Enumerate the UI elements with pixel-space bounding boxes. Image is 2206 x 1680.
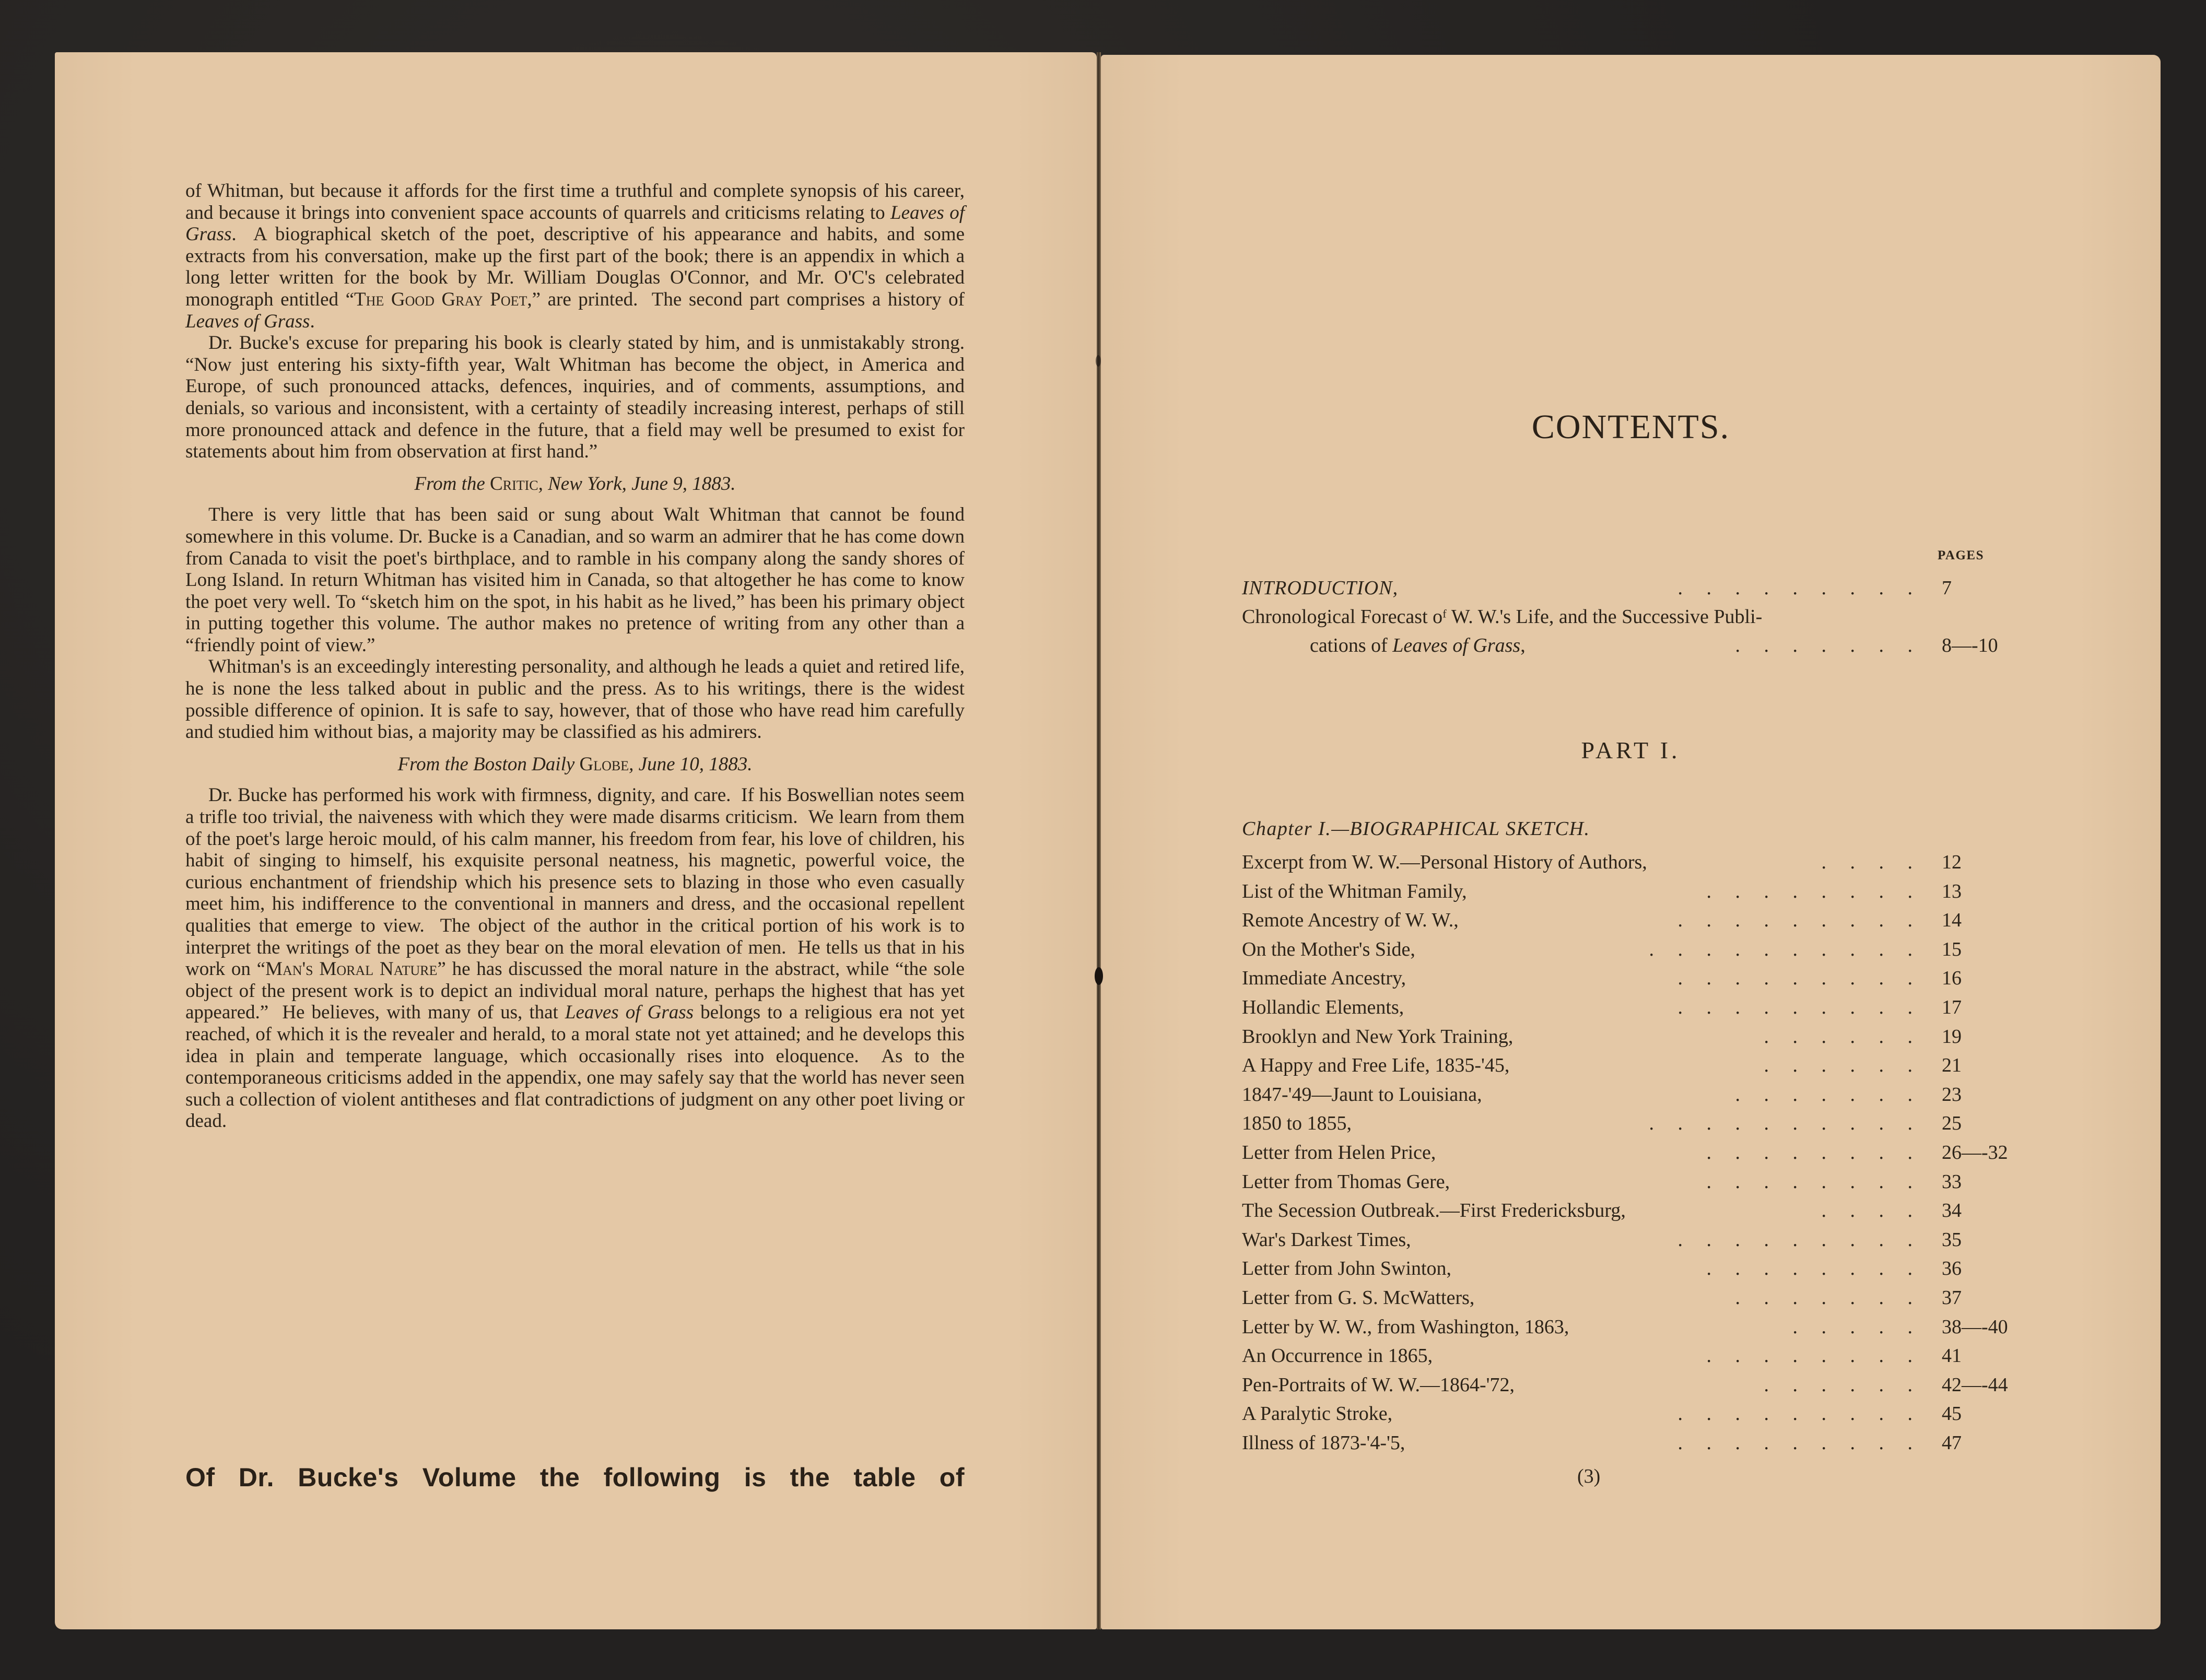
toc-entry [1242,936,2057,963]
table-of-contents-lead-in: Of Dr. Bucke's Volume the following is the table of [185,1463,965,1492]
book-gutter [1097,52,1101,1629]
toc-entry-page: 34 [1942,1200,1962,1222]
toc-entry-title: 1847-'49—Jaunt to Louisiana, [1242,1083,1482,1106]
toc-entry-leader-dots: . . . . . . . . . . [1649,1112,1922,1135]
toc-entry-leader-dots: . . . . [1821,1200,1922,1222]
toc-entry-leader-dots: . . . . . . . . [1706,1142,1922,1164]
toc-entry-leader-dots: . . . . . . . . . [1677,967,1922,990]
toc-entry-leader-dots: . . . . . . . . . . [1649,938,1922,960]
toc-entry-title: An Occurrence in 1865, [1242,1345,1433,1367]
toc-entry-title: Letter by W. W., from Washington, 1863, [1242,1315,1569,1338]
toc-entry-page: 36 [1942,1258,1962,1280]
toc-entry-leader-dots: . . . . . . [1764,1054,1922,1077]
toc-entry [1242,1052,2057,1079]
toc-entry-page: 23 [1942,1083,1962,1106]
toc-entry [1242,849,2057,876]
toc-entry-title: Letter from G. S. McWatters, [1242,1287,1475,1309]
toc-entry-page: 42—-44 [1942,1373,2008,1396]
toc-entry [1242,1255,2057,1282]
toc-entry [1242,1023,2057,1050]
toc-entry-page: 17 [1942,996,1962,1018]
toc-entry-chronological-cont: cations of Leaves of Grass, . . . . . . . 8—-10 [1310,635,1998,656]
toc-entry [1242,1429,2057,1456]
toc-entry-title: Pen-Portraits of W. W.—1864-'72, [1242,1373,1515,1396]
toc-entry-leader-dots: . . . . . . . . . [1677,909,1922,932]
toc-entry [1242,1168,2057,1195]
toc-entry-leader-dots: . . . . . . . . [1706,1345,1922,1367]
toc-entry [1242,1400,2057,1427]
toc-entry-page: 38—-40 [1942,1315,2008,1338]
toc-entry-page: 13 [1942,880,1962,902]
toc-entry-page: 19 [1942,1025,1962,1048]
toc-entry [1242,994,2057,1021]
toc-entry-page: 14 [1942,909,1962,932]
toc-entry-title: Letter from Helen Price, [1242,1142,1436,1164]
contents-title: CONTENTS. [1531,408,1730,446]
toc-entry [1242,1197,2057,1224]
staple-hole [1096,355,1101,367]
toc-entry [1242,907,2057,934]
source-critic: From the Critic, New York, June 9, 1883. [414,473,736,495]
paragraph-globe: Dr. Bucke has performed his work with firmness, dignity, and care. If his Boswellian notes seem a trifle too trivial, the naiveness with which they were made disarms criticism. We learn from them of the poet's large heroic mould, of his calm manner, his freedom from fear, his love of children, his habit of singing to himself, his exquisite personal neatness, his magnetic, powerful voice, the curious enchantment of friendship which his presence sets to blazing in those who even casually meet him, his indifference to the conventional in manners and dress, and the occasional repellent qualities that emerge to view. The object of the author in the critical portion of his work is to interpret the writings of the poet as they bear on the moral elevation of men. He tells us that in his work on “Man's Moral Nature” he has discussed the moral nature in the abstract, while “the sole object of the present work is to depict an individual moral nature, perhaps the highest that has yet appeared.” He believes, with many of us, that Leaves of Grass belongs to a religious era not yet reached, of which it is the revealer and herald, to a moral state not yet attained; and he develops this idea in plain and temperate language, which occasionally rises into eloquence. As to the contemporaneous criticisms added in the appendix, one may safely say that the world has never seen such a collection of violent antitheses and flat contradictions of judgment on any other poet living or dead. [185,784,965,1132]
toc-entry-title: Brooklyn and New York Training, [1242,1025,1513,1048]
paragraph-intro: of Whitman, but because it affords for the first time a truthful and complete synopsis of his career, and because it brings into convenient space accounts of quarrels and criticisms relating to Leaves of Grass. A biographical sketch of the poet, descriptive of his appearance and habits, and some extracts from his conversation, make up the first part of the book; there is an appendix in which a long letter written for the book by Mr. William Douglas O'Connor, and Mr. O'C's celebrated monograph entitled “The Good Gray Poet,” are printed. The second part comprises a history of Leaves of Grass. [185,180,965,332]
toc-entry-leader-dots: . . . . [1821,851,1922,873]
left-page-text [185,180,965,1132]
toc-entry-title: On the Mother's Side, [1242,938,1415,960]
toc-entry-title: Excerpt from W. W.—Personal History of Authors, [1242,851,1647,873]
paragraph-personality: Whitman's is an exceedingly interesting personality, and although he leads a quiet and retired life, he is none the less talked about in public and the press. As to his writings, there is the widest possible difference of opinion. It is safe to say, however, that of those who have read him carefully and studied him without bias, a majority may be classified as his admirers. [185,656,965,743]
toc-entry-page: 41 [1942,1345,1962,1367]
toc-entry-leader-dots: . . . . . . . . . [1677,1228,1922,1251]
book-title: Leaves of Grass [185,202,965,245]
toc-entry-title: Hollandic Elements, [1242,996,1404,1018]
toc-entry-leader-dots: . . . . . . . . . [1677,1432,1922,1454]
toc-entry-title: War's Darkest Times, [1242,1228,1411,1251]
toc-entry-title: The Secession Outbreak.—First Fredericksburg, [1242,1200,1626,1222]
toc-entry-title: 1850 to 1855, [1242,1112,1352,1135]
toc-entry-title: Illness of 1873-'4-'5, [1242,1432,1405,1454]
toc-entry-title: A Paralytic Stroke, [1242,1403,1393,1425]
toc-entry-leader-dots: . . . . . . . . [1706,880,1922,902]
toc-entry-title: Immediate Ancestry, [1242,967,1406,990]
toc-entry-title: Remote Ancestry of W. W., [1242,909,1459,932]
toc-entry-leader-dots: . . . . . . . . [1706,1170,1922,1193]
toc-entry [1242,965,2057,992]
toc-entry-page: 21 [1942,1054,1962,1077]
toc-entry-title: A Happy and Free Life, 1835-'45, [1242,1054,1510,1077]
chapter-title: Chapter I.—BIOGRAPHICAL SKETCH. [1242,818,1590,840]
toc-entry-page: 12 [1942,851,1962,873]
toc-entry [1242,1081,2057,1108]
toc-entry-page: 16 [1942,967,1962,990]
toc-entry [1242,1342,2057,1369]
toc-entry-leader-dots: . . . . . . [1764,1373,1922,1396]
toc-entry-title: List of the Whitman Family, [1242,880,1467,902]
toc-entry-leader-dots: . . . . . . . . . [1677,1403,1922,1425]
toc-entry-page: 47 [1942,1432,1962,1454]
toc-entry-chronological: Chronological Forecast oᶠ W. W.'s Life, and the Successive Publi- [1242,606,1763,628]
source-globe: From the Boston Daily Globe, June 10, 1883. [397,753,753,775]
toc-entry-page: 35 [1942,1228,1962,1251]
toc-entry-page: 26—-32 [1942,1142,2008,1164]
toc-entry-leader-dots: . . . . . . [1764,1025,1922,1048]
toc-entry-page: 45 [1942,1403,1962,1425]
toc-entry-leader-dots: . . . . . [1792,1315,1922,1338]
toc-entry-leader-dots: . . . . . . . [1735,1083,1922,1106]
toc-entry [1242,1313,2057,1341]
toc-entry-page: 25 [1942,1112,1962,1135]
toc-entry [1242,1226,2057,1253]
toc-entry-title: Letter from John Swinton, [1242,1258,1452,1280]
toc-entry [1242,1139,2057,1166]
toc-entry-title: Letter from Thomas Gere, [1242,1170,1450,1193]
toc-entry [1242,1110,2057,1137]
toc-entry-page: 37 [1942,1287,1962,1309]
page-number: (3) [1577,1465,1601,1487]
toc-entry [1242,1371,2057,1399]
paragraph-excuse: Dr. Bucke's excuse for preparing his book is clearly stated by him, and is unmistakably strong. “Now just entering his sixty-fifth year, Walt Whitman has become the object, in America and Europe, of such pronounced attacks, defences, inquiries, and of comments, assumptions, and denials, so various and inconsistent, with a certainty of steadily increasing interest, perhaps of still more pronounced attack and defence in the future, that a field may well be presumed to exist for statements about him from observation at first hand.” [185,332,965,463]
pages-column-label: PAGES [1938,548,1984,562]
toc-entry-leader-dots: . . . . . . . . [1706,1258,1922,1280]
toc-entry [1242,1284,2057,1311]
toc-entry-introduction: INTRODUCTION, . . . . . . . . . 7 [1242,577,1952,599]
part-title: PART I. [1581,737,1681,763]
staple-hole [1095,967,1103,985]
toc-entry-page: 33 [1942,1170,1962,1193]
paragraph-critic: There is very little that has been said or sung about Walt Whitman that cannot be found somewhere in this volume. Dr. Bucke is a Canadian, and so warm an admirer that he has come down from Canada to visit the poet's birthplace, and to ramble in his company along the sandy shores of Long Island. In return Whitman has visited him in Canada, so that altogether he has come to know the poet very well. To “sketch him on the spot, in his habit as he lived,” has been his primary object in putting together this volume. The author makes no pretence of writing from any other than a “friendly point of view.” [185,504,965,656]
toc-entry-leader-dots: . . . . . . . . . [1677,996,1922,1018]
toc-entry [1242,878,2057,905]
toc-entry-page: 15 [1942,938,1962,960]
toc-entry-leader-dots: . . . . . . . [1735,1287,1922,1309]
